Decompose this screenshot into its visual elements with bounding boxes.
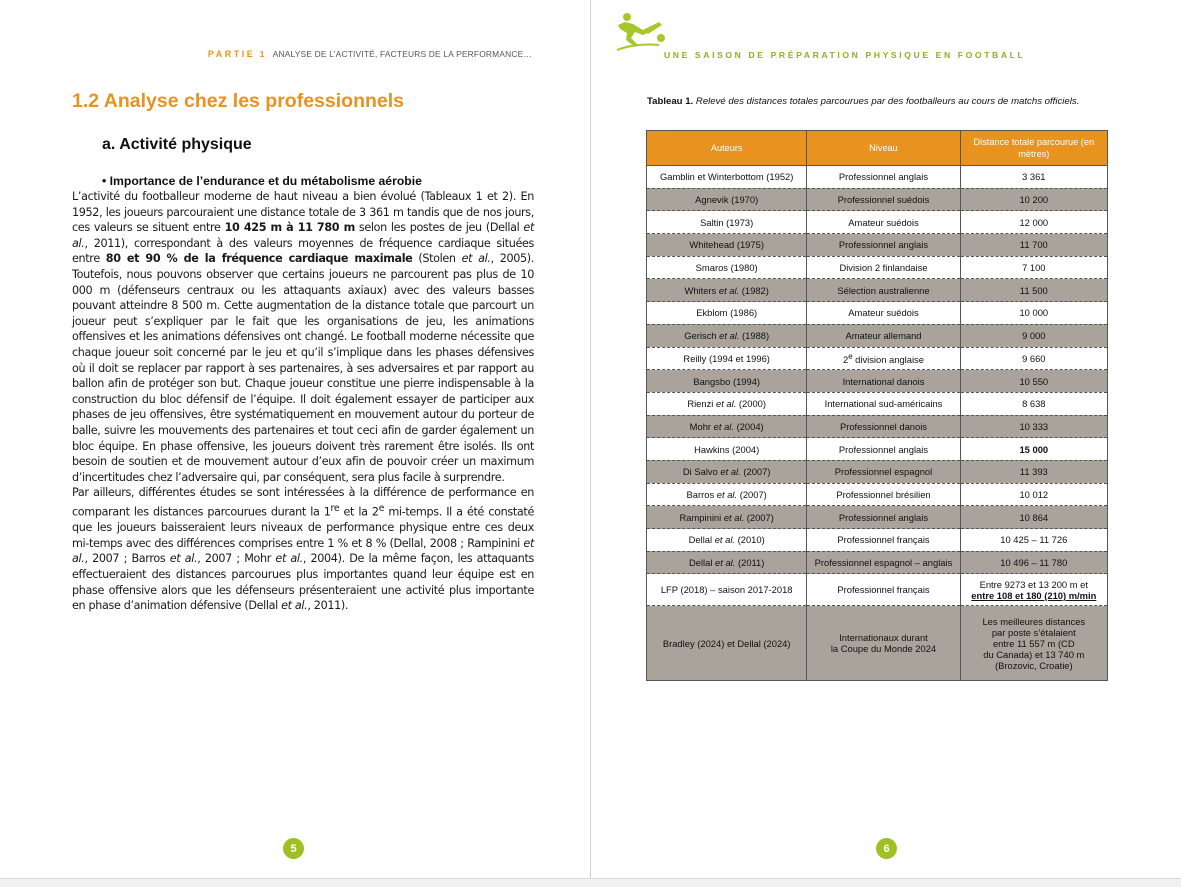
header-distance: Distance totale parcourue (en mètres): [960, 131, 1107, 166]
table-row: Whiters et al. (1982) Sélection australienne 11 500: [647, 279, 1108, 302]
header-authors: Auteurs: [647, 131, 807, 166]
right-page: [591, 0, 1181, 886]
page-number-left: 5: [283, 838, 304, 859]
distances-table: [646, 130, 1108, 681]
table-caption: Tableau 1. Relevé des distances totales parcourues par des footballeurs au cours de matchs officiels.: [647, 96, 1080, 107]
part-number: 1: [259, 49, 265, 59]
table-row: Gamblin et Winterbottom (1952) Professionnel anglais 3 361: [647, 166, 1108, 189]
section-title: 1.2 Analyse chez les professionnels: [72, 90, 405, 112]
table-row: Dellal et al. (2011) Professionnel espagnol – anglais 10 496 – 11 780: [647, 551, 1108, 574]
running-header-right: UNE SAISON DE PRÉPARATION PHYSIQUE EN FOOTBALL: [664, 50, 1026, 60]
body-text: [72, 189, 534, 614]
table-row: Rampinini et al. (2007) Professionnel anglais 10 864: [647, 506, 1108, 529]
paragraph-1: L’activité du footballeur moderne de haut niveau a bien évolué (Tableaux 1 et 2). En 1952, les joueurs parcouraient une distance totale de 3 361 m tandis que de nos jours, ces valeurs se situent entre 10 425 m à 11 780 m selon les postes de jeu (Dellal et al., 2011), correspondant à des valeurs moyennes de fréquence cardiaque situées entre 80 et 90 % de la fréquence cardiaque maximale (Stolen et al., 2005). Toutefois, nous pouvons observer que certains joueurs ne parcourent pas plus de 10 000 m (défenseurs centraux ou les attaquants axiaux) avec des valeurs basses pouvant atteindre 8 500 m. Cette augmentation de la distance totale que parcourt un joueur peut s’expliquer par le fait que les organisations de jeu, les animations offensives et les animations défensives ont changé. Le football moderne nécessite que chaque joueur soit concerné par le jeu et qu’il s’implique dans les phases défensives où il doit se replacer par rapport à ses partenaires, à ses adversaires et par rapport au ballon afin de protéger son but. Chaque joueur constitue une pierre indispensable à la construction du bloc défensif de l’équipe. Il doit également essayer de participer aux phases de jeu offensives, être systématiquement en mouvement autour du porteur de balle, suivre les mouvements des partenaires et tout ceci afin de garder également un bloc équipe. En phase offensive, les joueurs doivent très rarement être isolés. Ils ont besoin de soutien et de mouvement autour d’eux afin de pouvoir créer un maximum d’incertitudes chez l’adversaire qui, par conséquent, sera plus facile à surprendre.: [72, 190, 534, 484]
table-row: Smaros (1980) Division 2 finlandaise 7 100: [647, 256, 1108, 279]
table-header-row: [647, 131, 1108, 166]
part-title: ANALYSE DE L’ACTIVITÉ, FACTEURS DE LA PERFORMANCE…: [272, 49, 532, 59]
subsection-title: a. Activité physique: [102, 136, 252, 153]
table-row: Gerisch et al. (1988) Amateur allemand 9 000: [647, 324, 1108, 347]
page-number-right: 6: [876, 838, 897, 859]
table-row: Hawkins (2004) Professionnel anglais 15 000: [647, 438, 1108, 461]
table-row: Ekblom (1986) Amateur suédois 10 000: [647, 302, 1108, 325]
table-row: Di Salvo et al. (2007) Professionnel espagnol 11 393: [647, 460, 1108, 483]
running-header-left: [208, 49, 532, 59]
table-row: Whitehead (1975) Professionnel anglais 11 700: [647, 234, 1108, 257]
table-row: Dellal et al. (2010) Professionnel français 10 425 – 11 726: [647, 529, 1108, 552]
left-page: [0, 0, 590, 886]
table-row: Reilly (1994 et 1996) 2e division anglaise 9 660: [647, 347, 1108, 370]
table-row: Agnevik (1970) Professionnel suédois 10 200: [647, 188, 1108, 211]
soccer-player-kick-icon: [615, 12, 667, 52]
table-row: Rienzi et al. (2000) International sud-américains 8 638: [647, 392, 1108, 415]
table-row: Bradley (2024) et Dellal (2024) Internationaux durant la Coupe du Monde 2024 Les meilleures distances par poste s’étalaient entre 11 557 m (CD du Canada) et 13 740 m (Brozovic, Croatie): [647, 606, 1108, 681]
part-label: PARTIE: [207, 49, 256, 59]
table-row: Mohr et al. (2004) Professionnel danois 10 333: [647, 415, 1108, 438]
paragraph-2: Par ailleurs, différentes études se sont intéressées à la différence de performance en comparant les distances parcourues durant la 1re et la 2e mi-temps. Il a été constaté que les joueurs baisseraient leurs niveaux de performance physique entre ces deux mi-temps avec des différences comprises entre 1 % et 8 % (Dellal, 2008 ; Rampinini et al., 2007 ; Barros et al., 2007 ; Mohr et al., 2004). De la même façon, les attaquants effectueraient des distances parcourues plus importantes quand leur équipe est en phase offensive alors que les défenseurs présenteraient une activité plus importante en phase d’animation défensive (Dellal et al., 2011).: [72, 486, 535, 613]
table-row: Bangsbo (1994) International danois 10 550: [647, 370, 1108, 393]
header-level: Niveau: [807, 131, 960, 166]
table-row: LFP (2018) – saison 2017-2018 Professionnel français Entre 9273 et 13 200 m et entre 108 et 180 (210) m/min: [647, 574, 1108, 606]
table-row: Barros et al. (2007) Professionnel brésilien 10 012: [647, 483, 1108, 506]
table-row: Saltin (1973) Amateur suédois 12 000: [647, 211, 1108, 234]
bullet-title: • Importance de l’endurance et du métabolisme aérobie: [102, 174, 422, 188]
